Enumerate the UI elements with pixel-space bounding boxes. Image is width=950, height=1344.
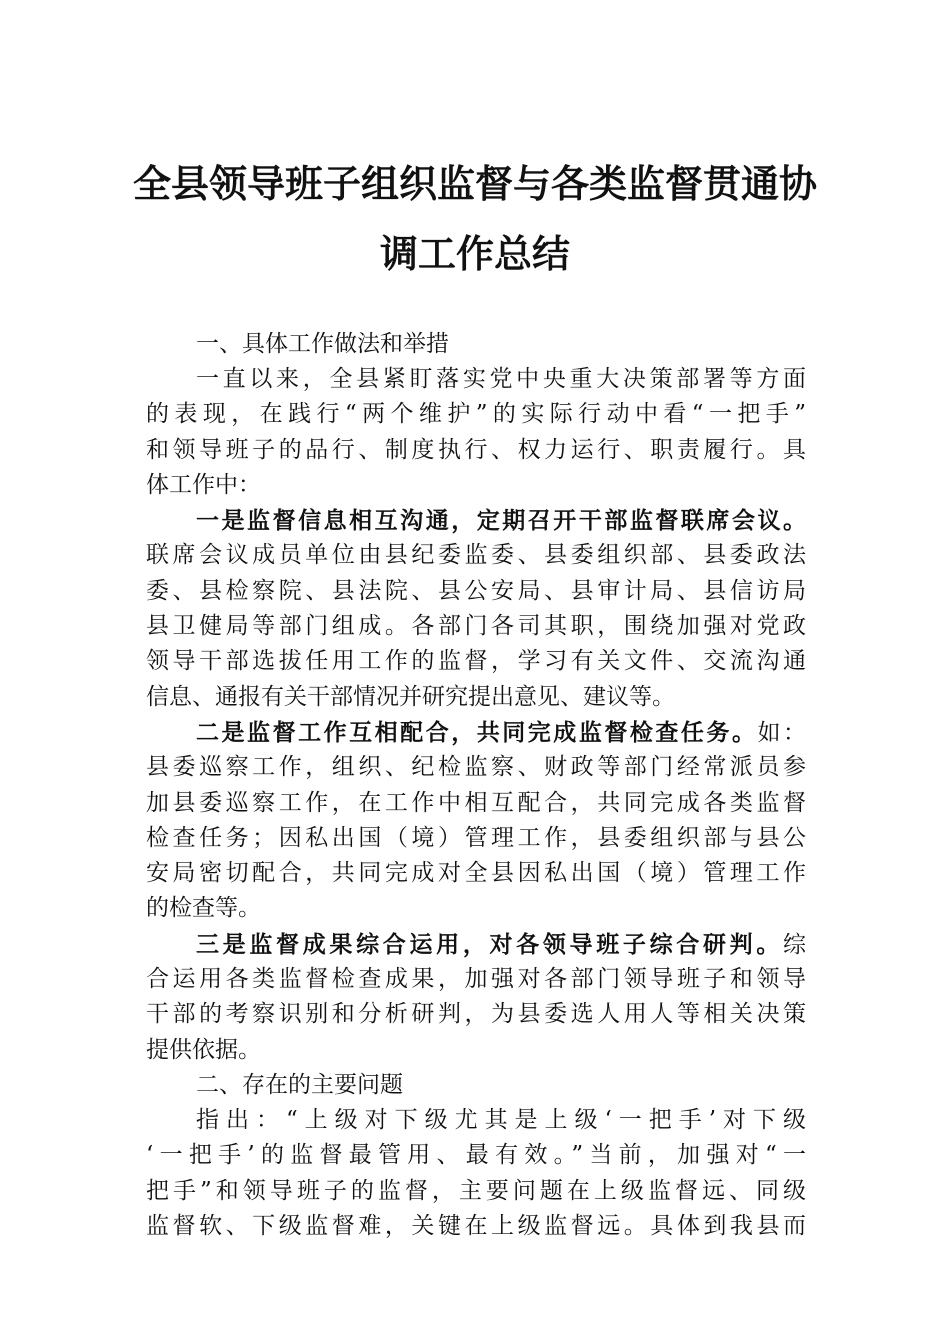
text-line: 一直以来，全县紧盯落实党中央重大决策部署等方面 xyxy=(196,366,806,392)
section-heading-1: 一、具体工作做法和举措 xyxy=(196,331,449,357)
text-line: 合运用各类监督检查成果，加强对各部门领导班子和领导 xyxy=(146,966,806,993)
text-line: 的表现，在践行“两个维护”的实际行动中看“一把手” xyxy=(146,401,806,428)
section-heading-2: 二、存在的主要问题 xyxy=(196,1071,403,1098)
text-line: ‘一把手’的监督最管用、最有效。”当前，加强对“一 xyxy=(146,1142,806,1169)
problems-paragraph xyxy=(146,1103,806,1244)
item-lead-line-3 xyxy=(146,927,806,962)
document-title-line-2: 调工作总结 xyxy=(379,231,570,276)
text-line: 指出：“上级对下级尤其是上级‘一把手’对下级 xyxy=(196,1106,806,1133)
item-lead-tail-3: 综 xyxy=(783,931,806,958)
item-lead-2: 二是监督工作互相配合，共同完成监督检查任务。 xyxy=(196,718,758,746)
intro-paragraph xyxy=(146,362,806,503)
text-line: 联席会议成员单位由县纪委监委、县委组织部、县委政法 xyxy=(146,542,806,569)
text-line: 委、县检察院、县法院、县公安局、县审计局、县信访局 xyxy=(146,577,806,604)
item-paragraph-1 xyxy=(146,503,806,715)
item-lead-3: 三是监督成果综合运用，对各领导班子综合研判。 xyxy=(196,930,783,958)
text-line: 县卫健局等部门组成。各部门各司其职，围绕加强对党政 xyxy=(146,613,806,640)
item-lead-line-2 xyxy=(146,715,806,750)
text-line: 把手”和领导班子的监督，主要问题在上级监督远、同级 xyxy=(146,1177,806,1204)
item-lead-tail-2: 如： xyxy=(757,719,806,746)
text-line: 干部的考察识别和分析研判，为县委选人用人等相关决策 xyxy=(146,1001,806,1028)
text-line: 监督软、下级监督难，关键在上级监督远。具体到我县而 xyxy=(146,1212,806,1239)
text-line: 领导干部选拔任用工作的监督，学习有关文件、交流沟通 xyxy=(146,648,806,675)
text-line: 的检查等。 xyxy=(146,895,261,922)
item-paragraph-3 xyxy=(146,927,806,1068)
text-line: 加县委巡察工作，在工作中相互配合，共同完成各类监督 xyxy=(146,789,806,816)
text-line: 体工作中： xyxy=(146,471,261,498)
text-line: 信息、通报有关干部情况并研究提出意见、建议等。 xyxy=(146,683,675,710)
text-line: 县委巡察工作，组织、纪检监察、财政等部门经常派员参 xyxy=(146,754,806,781)
item-paragraph-2 xyxy=(146,715,806,927)
text-line: 和领导班子的品行、制度执行、权力运行、职责履行。具 xyxy=(146,436,806,463)
text-line: 检查任务；因私出国（境）管理工作，县委组织部与县公 xyxy=(146,824,806,851)
document-body xyxy=(146,327,806,1244)
text-line: 提供依据。 xyxy=(146,1036,261,1063)
text-line: 安局密切配合，共同完成对全县因私出国（境）管理工作 xyxy=(146,860,806,887)
item-lead-1: 一是监督信息相互沟通，定期召开干部监督联席会议。 xyxy=(196,507,806,535)
document-title-line-1: 全县领导班子组织监督与各类监督贯通协 xyxy=(132,161,817,206)
